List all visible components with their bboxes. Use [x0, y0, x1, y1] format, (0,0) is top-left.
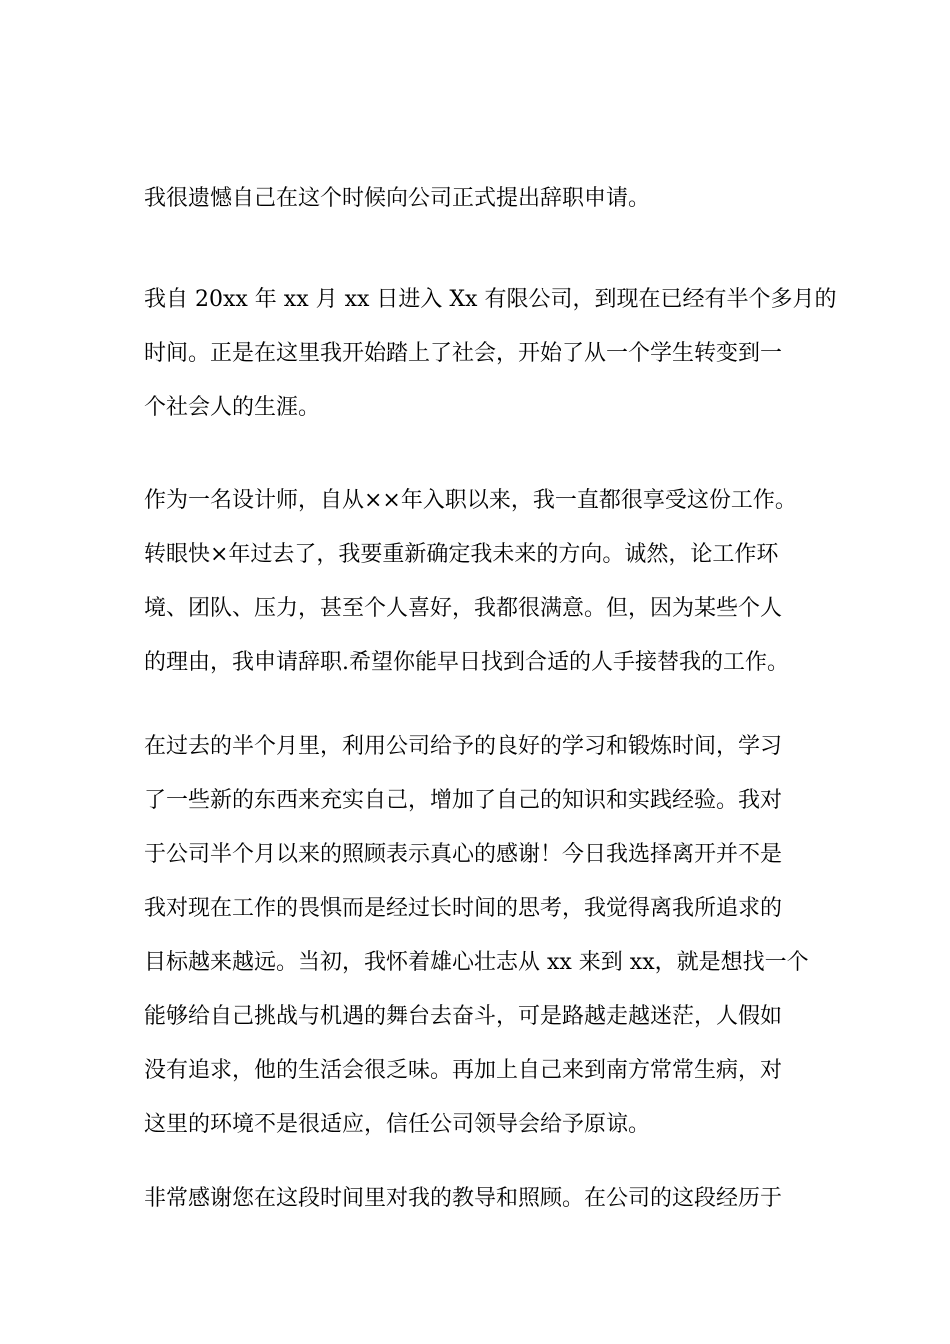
- text-line: 能够给自己挑战与机遇的舞台去奋斗，可是路越走越迷茫，人假如: [144, 1004, 783, 1029]
- text-line: 的理由，我申请辞职.希望你能早日找到合适的人手接替我的工作。: [144, 650, 789, 675]
- text-line: 我很遗憾自己在这个时候向公司正式提出辞职申请。: [144, 186, 651, 211]
- text-line: 于公司半个月以来的照顾表示真心的感谢！今日我选择离开并不是: [144, 842, 783, 867]
- text-line: 了一些新的东西来充实自己，增加了自己的知识和实践经验。我对: [144, 788, 783, 813]
- text-line: 在过去的半个月里，利用公司给予的良好的学习和锻炼时间，学习: [144, 734, 783, 759]
- text-line: 转眼快×年过去了，我要重新确定我未来的方向。诚然，论工作环: [144, 542, 779, 567]
- text-line: 目标越来越远。当初，我怀着雄心壮志从 xx 来到 xx，就是想找一个: [144, 950, 809, 975]
- text-line: 我自 20xx 年 xx 月 xx 日进入 Xx 有限公司，到现在已经有半个多月的: [144, 287, 837, 312]
- paragraph-4: [144, 720, 834, 1152]
- text-line: 个社会人的生涯。: [144, 395, 321, 420]
- text-line: 非常感谢您在这段时间里对我的教导和照顾。在公司的这段经历于: [144, 1186, 783, 1211]
- paragraph-3: [144, 474, 834, 690]
- text-line: 境、团队、压力，甚至个人喜好，我都很满意。但，因为某些个人: [144, 596, 783, 621]
- paragraph-5: [144, 1172, 834, 1226]
- text-line: 时间。正是在这里我开始踏上了社会，开始了从一个学生转变到一: [144, 341, 783, 366]
- paragraph-2: [144, 273, 837, 435]
- text-line: 作为一名设计师，自从××年入职以来，我一直都很享受这份工作。: [144, 488, 797, 513]
- text-line: 这里的环境不是很适应，信任公司领导会给予原谅。: [144, 1112, 651, 1137]
- paragraph-1: [144, 172, 834, 226]
- text-line: 没有追求，他的生活会很乏味。再加上自己来到南方常常生病，对: [144, 1058, 783, 1083]
- text-line: 我对现在工作的畏惧而是经过长时间的思考，我觉得离我所追求的: [144, 896, 783, 921]
